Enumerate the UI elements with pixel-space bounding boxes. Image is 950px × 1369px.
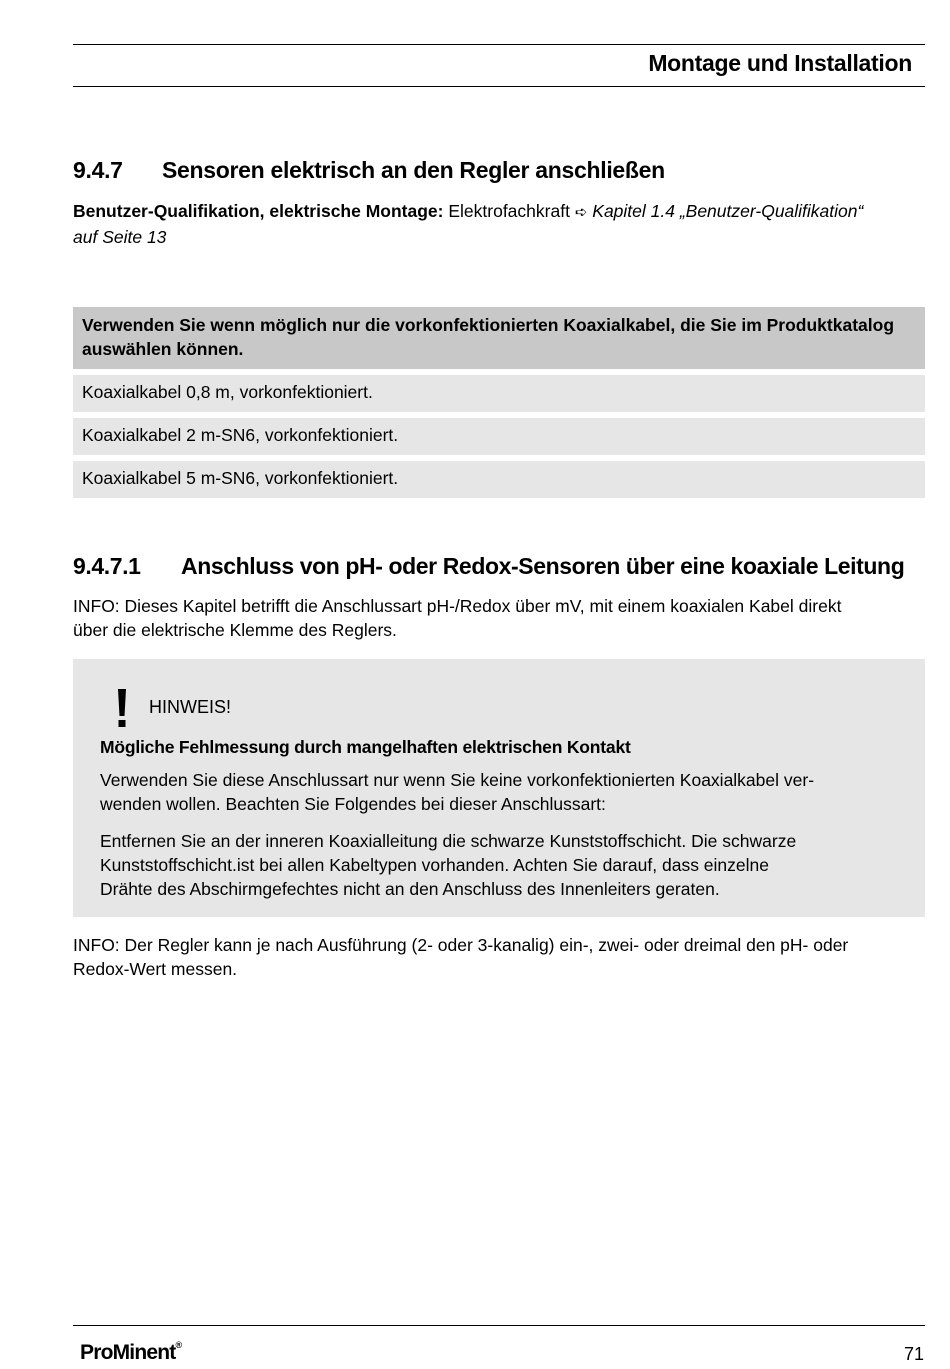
- notice-text-line: Entfernen Sie an der inneren Koaxialleitung die schwarze Kunststoffschicht. Die schwarze: [100, 831, 797, 851]
- notice-title: HINWEIS!: [149, 697, 232, 717]
- notice-text-line: wenden wollen. Beachten Sie Folgendes bei dieser Anschlussart:: [100, 794, 606, 814]
- footer-rule: [73, 1325, 925, 1326]
- cable-table-header-line: Verwenden Sie wenn möglich nur die vorkonfektionierten Koaxialkabel, die Sie im Produktkatalog: [82, 315, 895, 335]
- info-paragraph-1: [73, 594, 925, 642]
- logo-part-pro: Pro: [80, 1341, 113, 1364]
- notice-text-line: Verwenden Sie diese Anschlussart nur wenn Sie keine vorkonfektionierten Koaxialkabel ver-: [100, 770, 815, 790]
- table-row: Koaxialkabel 5 m-SN6, vorkonfektioniert.: [73, 461, 925, 498]
- notice-text-line: Kunststoffschicht.ist bei allen Kabeltypen vorhanden. Achten Sie darauf, dass einzelne: [100, 855, 769, 875]
- section-number: 9.4.7: [73, 157, 123, 183]
- header-top-rule: [73, 44, 925, 45]
- notice-text-line: Drähte des Abschirmgefechtes nicht an den Anschluss des Innenleiters geraten.: [100, 879, 720, 899]
- qualification-paragraph: [73, 199, 925, 249]
- notice-box: [73, 659, 925, 917]
- subsection-number: 9.4.7.1: [73, 553, 141, 579]
- page-reference-link[interactable]: auf Seite 13: [73, 227, 167, 247]
- info-paragraph-2: [73, 933, 925, 981]
- header-bottom-rule: [73, 86, 925, 87]
- prominent-logo: [80, 1341, 181, 1365]
- notice-subtitle: Mögliche Fehlmessung durch mangelhaften elektrischen Kontakt: [100, 737, 631, 757]
- subsection-title: Anschluss von pH- oder Redox-Sensoren über eine koaxiale Leitung: [181, 553, 905, 579]
- cable-table: [73, 307, 925, 498]
- info-label: INFO:: [73, 935, 120, 955]
- info-text: Dieses Kapitel betrifft die Anschlussart pH-/Redox über mV, mit einem koaxialen Kabel direkt: [124, 596, 842, 616]
- subsection-heading: [73, 553, 943, 580]
- info-label: INFO:: [73, 596, 120, 616]
- running-header-title: Montage und Installation: [648, 50, 912, 76]
- info-text: über die elektrische Klemme des Reglers.: [73, 620, 397, 640]
- chapter-reference-link[interactable]: Kapitel 1.4 „Benutzer-Qualifikation“: [592, 201, 864, 221]
- notice-paragraph-2: [100, 829, 900, 901]
- cable-table-header: [73, 307, 925, 369]
- info-text: Der Regler kann je nach Ausführung (2- oder 3-kanalig) ein-, zwei- oder dreimal den pH- oder: [124, 935, 849, 955]
- logo-part-minent: Minent: [112, 1341, 176, 1364]
- logo-registered-mark: ®: [175, 1340, 182, 1350]
- cross-reference-arrow-icon: ➪: [574, 204, 588, 221]
- page-number: 71: [903, 1344, 924, 1364]
- table-row: Koaxialkabel 2 m-SN6, vorkonfektioniert.: [73, 418, 925, 455]
- exclamation-icon: [115, 689, 129, 729]
- section-title: Sensoren elektrisch an den Regler anschließen: [162, 157, 665, 183]
- qualification-value: Elektrofachkraft: [448, 201, 570, 221]
- cable-table-header-line: auswählen können.: [82, 339, 244, 359]
- section-heading: [73, 157, 933, 184]
- table-row: Koaxialkabel 0,8 m, vorkonfektioniert.: [73, 375, 925, 412]
- qualification-label: Benutzer-Qualifikation, elektrische Montage:: [73, 201, 444, 221]
- notice-paragraph-1: [100, 768, 900, 816]
- info-text: Redox-Wert messen.: [73, 959, 238, 979]
